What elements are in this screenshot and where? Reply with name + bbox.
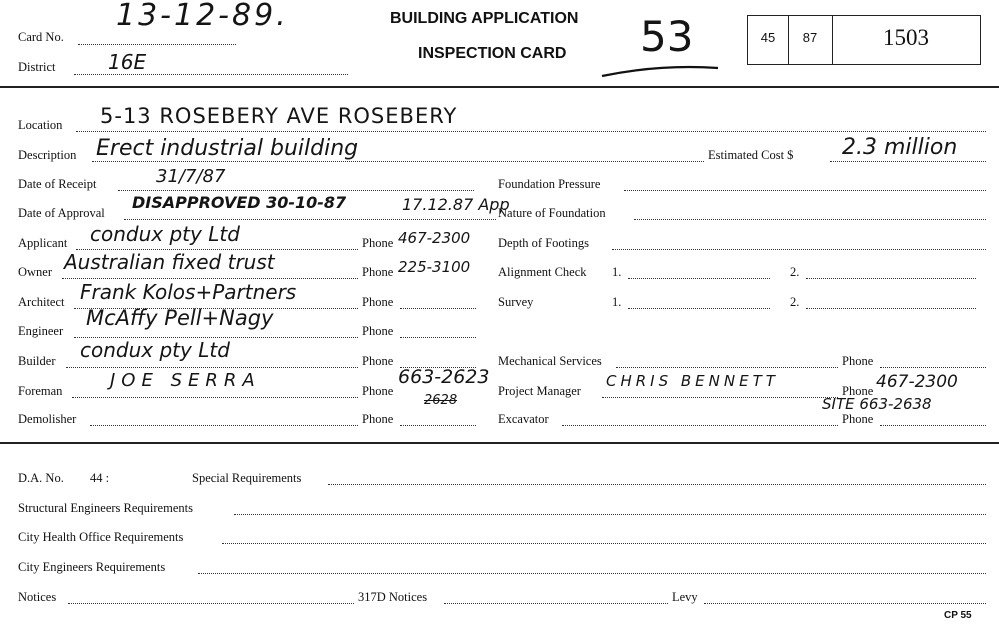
applicant-value: condux pty Ltd [90,222,240,246]
levy-line [704,603,986,604]
depth-footings-line [612,249,986,250]
demolisher-phone-line [400,425,476,426]
architect-label: Architect [18,295,65,309]
date-receipt-label: Date of Receipt [18,177,97,191]
project-manager-phone-label: Phone [842,384,874,398]
city-engineers-label: City Engineers Requirements [18,560,166,574]
estimated-cost-label: Estimated Cost $ [708,148,794,162]
survey-line-1 [628,308,770,309]
foreman-line [72,397,358,398]
date-receipt-value: 31/7/87 [156,166,226,187]
alignment-num-1: 1. [612,265,622,279]
section-divider [0,442,999,444]
estimated-cost-value: 2.3 million [842,135,958,160]
project-manager-line [602,397,838,398]
foundation-pressure-line [624,190,986,191]
notices-317d-line [444,603,668,604]
engineer-phone-line [400,337,476,338]
special-requirements-label: Special Requirements [192,471,302,485]
location-value: 5-13 ROSEBERY AVE ROSEBERY [100,104,458,128]
foreman-phone-label: Phone [362,384,394,398]
date-approval-value-2: 17.12.87 App [402,195,510,214]
owner-value: Australian fixed trust [64,250,275,274]
mechanical-phone-label: Phone [842,354,874,368]
location-line [76,131,986,132]
applicant-phone-value: 467-2300 [398,229,471,247]
foreman-phone-value: 663-2623 [398,366,490,388]
special-requirements-line [328,484,986,485]
card-no-value: 13-12-89. [116,0,289,33]
mechanical-phone-line [880,367,986,368]
notices-label: Notices [18,590,57,604]
health-requirements-label: City Health Office Requirements [18,530,184,544]
mechanical-services-line [616,367,838,368]
foreman-label: Foreman [18,384,63,398]
description-value: Erect industrial building [96,136,359,161]
date-approval-value: DISAPPROVED 30-10-87 [132,193,347,212]
demolisher-line [90,425,358,426]
survey-num-2: 2. [790,295,800,309]
architect-phone-label: Phone [362,295,394,309]
title-line-1: BUILDING APPLICATION [390,10,579,27]
survey-num-1: 1. [612,295,622,309]
survey-label: Survey [498,295,534,309]
district-value: 16E [108,50,147,74]
levy-label: Levy [672,590,698,604]
engineer-phone-label: Phone [362,324,394,338]
demolisher-phone-label: Phone [362,412,394,426]
card-no-label: Card No. [18,30,64,44]
architect-phone-line [400,308,476,309]
alignment-line-2 [806,278,976,279]
district-label: District [18,60,56,74]
foreman-phone-old: 2628 [424,393,458,408]
da-no-value: 44 : [90,471,110,485]
architect-value: Frank Kolos+Partners [80,280,297,304]
title-line-2: INSPECTION CARD [418,45,567,62]
box-divider [832,16,833,64]
excavator-phone-line [880,425,986,426]
builder-label: Builder [18,354,56,368]
applicant-label: Applicant [18,236,68,250]
card-no-line [78,44,236,45]
project-manager-value: CHRIS BENNETT [606,372,779,390]
header-divider [0,86,999,88]
city-engineers-line [198,573,986,574]
project-manager-site-phone: SITE 663-2638 [822,395,932,413]
district-line [74,74,348,75]
underline-stroke [600,62,720,82]
description-line [92,161,704,162]
project-manager-phone-value: 467-2300 [876,372,958,392]
alignment-check-label: Alignment Check [498,265,587,279]
project-manager-label: Project Manager [498,384,581,398]
excavator-label: Excavator [498,412,549,426]
reference-box [747,15,981,65]
nature-foundation-line [634,219,986,220]
depth-footings-label: Depth of Footings [498,236,589,250]
health-requirements-line [222,543,986,544]
da-no-label: D.A. No. [18,471,64,485]
reference-box-c: 1503 [883,25,929,50]
foreman-value: JOE SERRA [110,370,261,391]
form-code: CP 55 [944,610,972,621]
applicant-phone-label: Phone [362,236,394,250]
builder-line [66,367,358,368]
location-label: Location [18,118,63,132]
handwritten-card-number: 53 [640,12,694,61]
excavator-line [562,425,838,426]
nature-foundation-label: Nature of Foundation [498,206,606,220]
builder-value: condux pty Ltd [80,338,230,362]
owner-label: Owner [18,265,53,279]
survey-line-2 [806,308,976,309]
notices-317d-label: 317D Notices [358,590,428,604]
owner-phone-label: Phone [362,265,394,279]
reference-box-a: 45 [760,30,776,45]
demolisher-label: Demolisher [18,412,77,426]
structural-requirements-line [234,514,986,515]
foundation-pressure-label: Foundation Pressure [498,177,601,191]
estimated-cost-line [830,161,986,162]
notices-line [68,603,354,604]
reference-box-b: 87 [802,30,818,45]
alignment-line-1 [628,278,770,279]
date-approval-label: Date of Approval [18,206,105,220]
date-receipt-line [118,190,474,191]
engineer-label: Engineer [18,324,64,338]
date-approval-line [124,219,496,220]
alignment-num-2: 2. [790,265,800,279]
structural-requirements-label: Structural Engineers Requirements [18,501,193,515]
engineer-value: McAffy Pell+Nagy [86,306,274,330]
owner-line [62,278,358,279]
excavator-phone-label: Phone [842,412,874,426]
mechanical-services-label: Mechanical Services [498,354,602,368]
builder-phone-label: Phone [362,354,394,368]
description-label: Description [18,148,77,162]
owner-phone-value: 225-3100 [398,258,471,276]
